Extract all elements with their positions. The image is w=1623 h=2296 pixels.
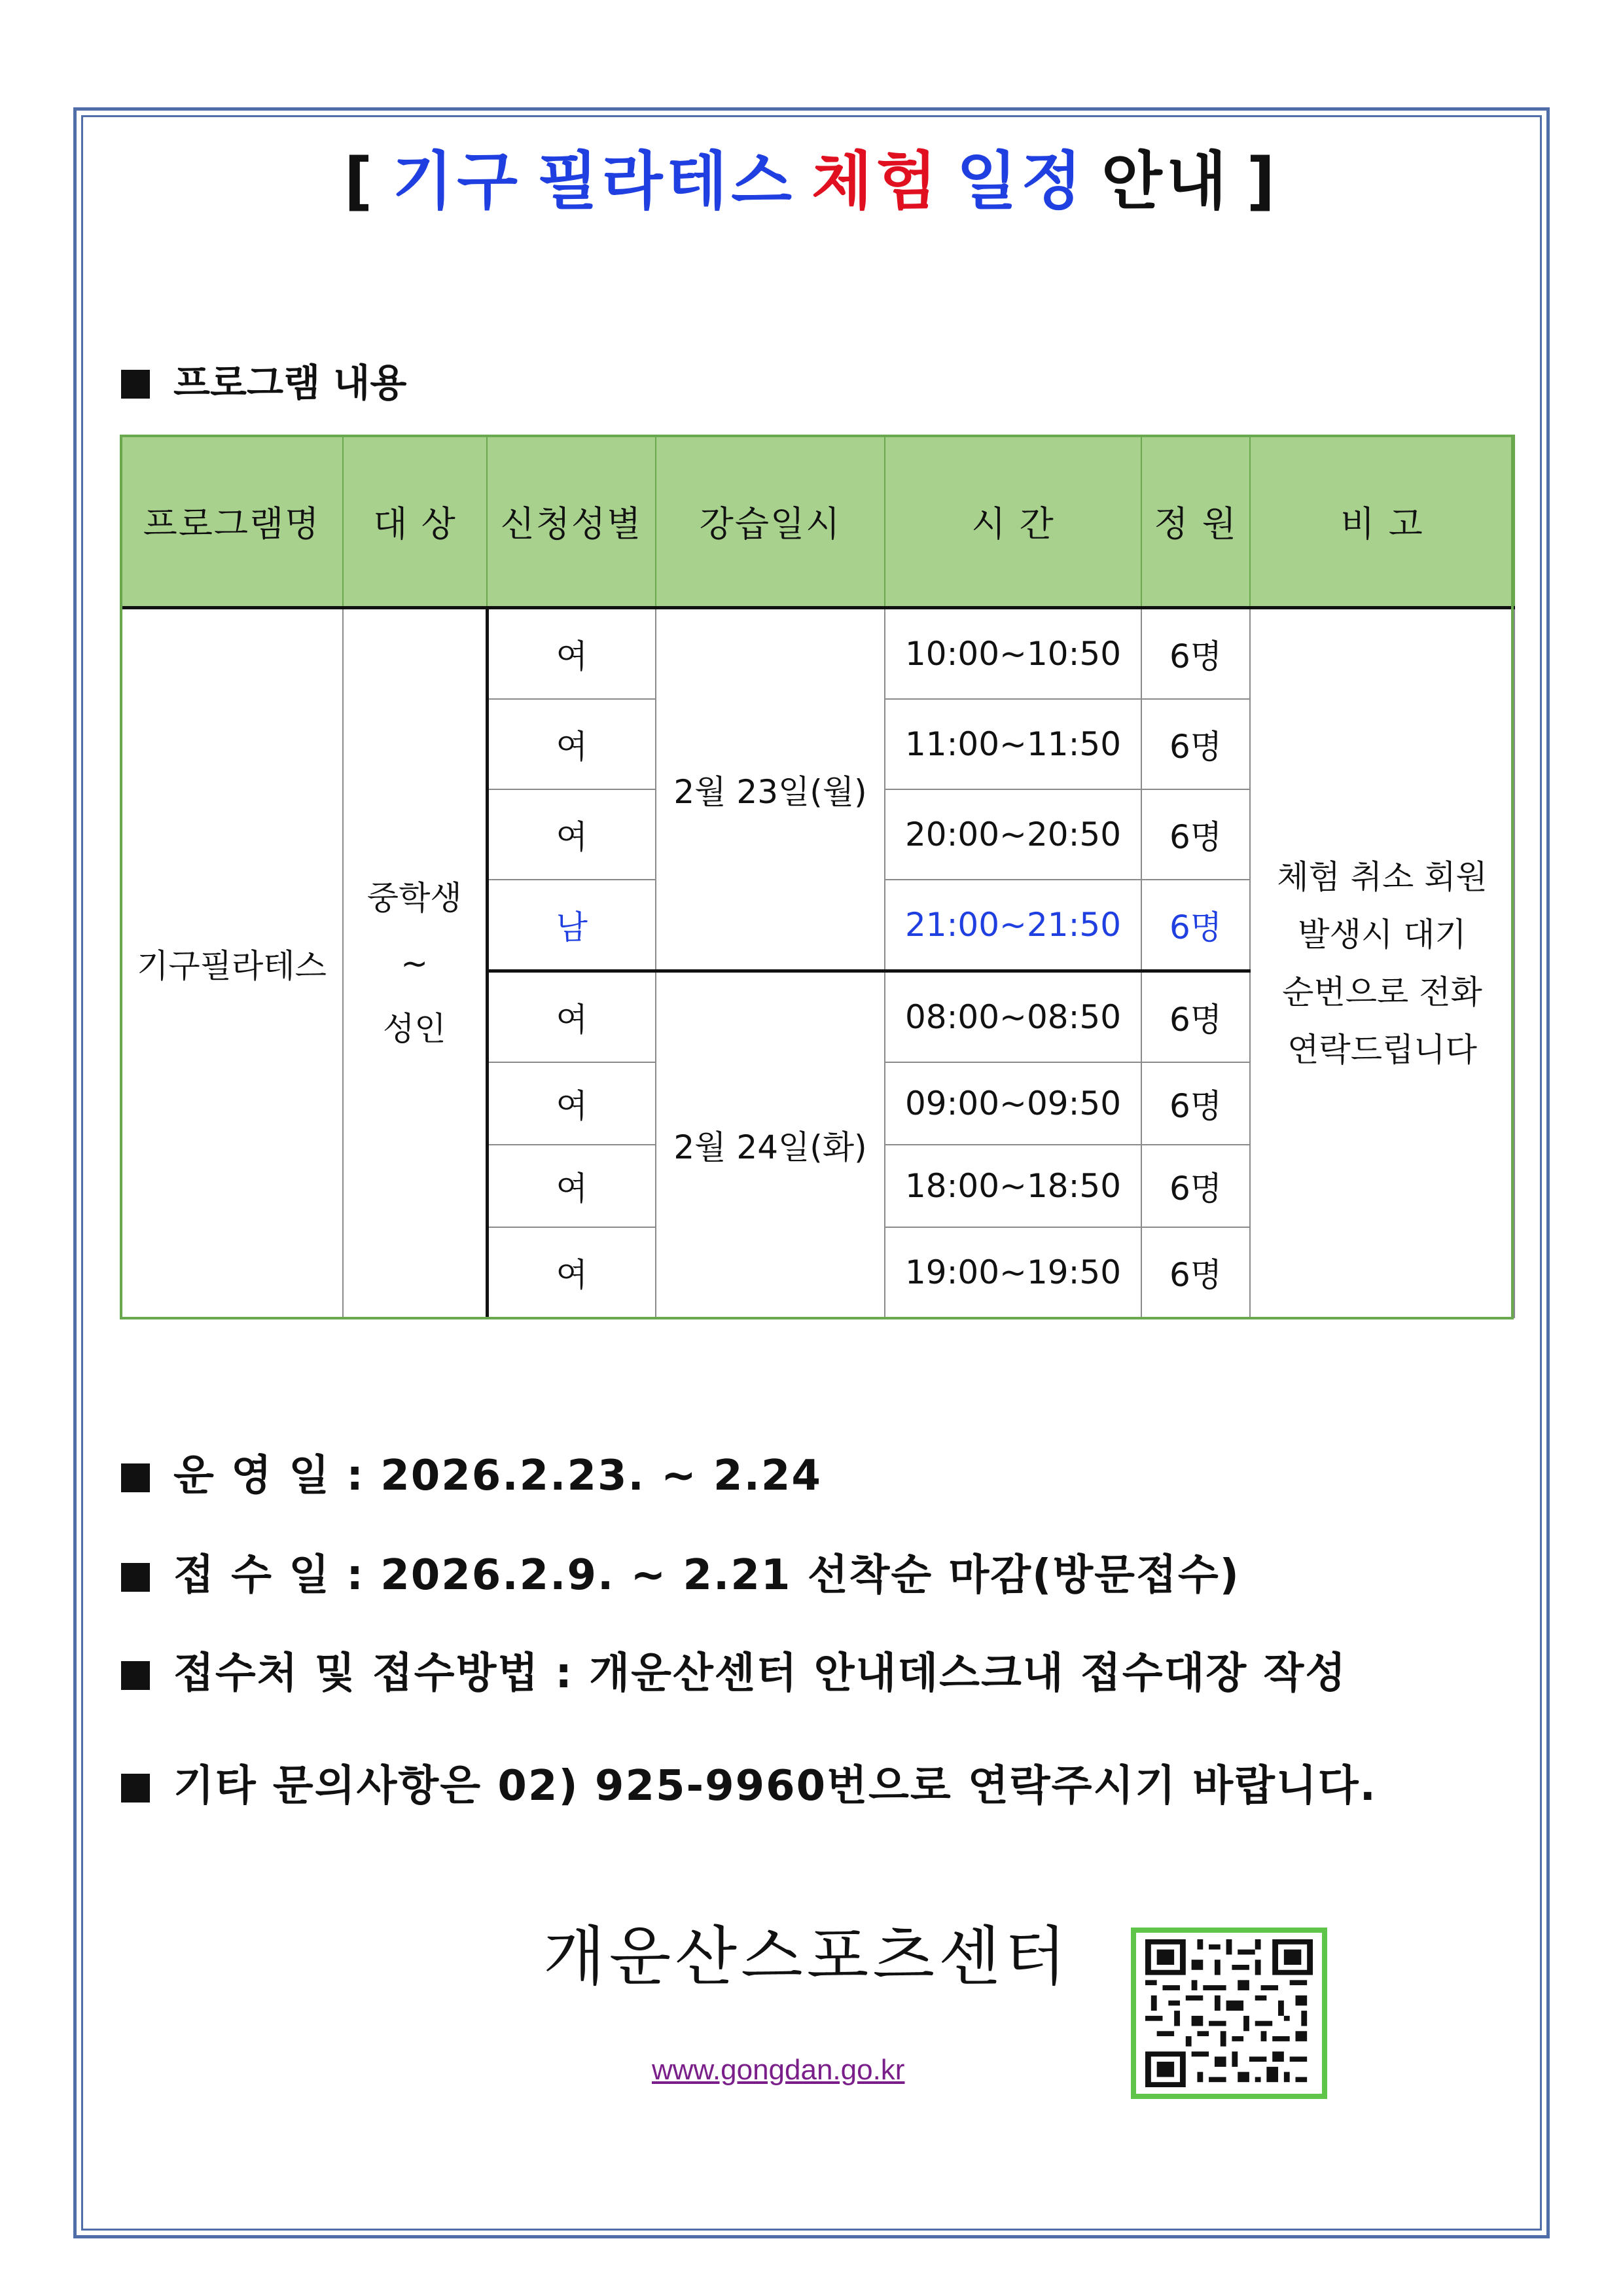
square-bullet-icon xyxy=(121,1463,150,1492)
title-word-equipment: 기구 xyxy=(392,145,522,218)
qr-code-graphic xyxy=(1145,1939,1313,2087)
title-open-bracket: [ xyxy=(344,145,377,218)
title-word-guide: 안내 xyxy=(1101,145,1231,218)
table-header-row xyxy=(120,435,1514,608)
time-cell: 10:00~10:50 xyxy=(885,608,1141,700)
header-date: 강습일시 xyxy=(656,435,885,608)
square-bullet-icon xyxy=(121,1774,150,1803)
gender-cell: 여 xyxy=(487,789,656,880)
capacity-cell: 6명 xyxy=(1141,699,1250,789)
info-operation xyxy=(121,1446,822,1505)
capacity-cell-male: 6명 xyxy=(1141,880,1250,971)
time-cell-male: 21:00~21:50 xyxy=(885,880,1141,971)
target-line-2: ~ xyxy=(401,944,429,982)
capacity-cell: 6명 xyxy=(1141,608,1250,700)
header-program-name: 프로그램명 xyxy=(120,435,343,608)
date-cell-day1: 2월 23일(월) xyxy=(656,608,885,971)
gender-cell: 여 xyxy=(487,1062,656,1145)
header-gender: 신청성별 xyxy=(487,435,656,608)
target-line-3: 성인 xyxy=(382,1009,446,1048)
header-time: 시 간 xyxy=(885,435,1141,608)
header-capacity: 정 원 xyxy=(1141,435,1250,608)
info-operation-text: 운 영 일 : 2026.2.23. ~ 2.24 xyxy=(173,1452,822,1500)
program-name-cell: 기구필라테스 xyxy=(120,608,343,1318)
target-line-1: 중학생 xyxy=(366,878,462,917)
note-line-1: 체험 취소 회원 xyxy=(1277,857,1488,896)
square-bullet-icon xyxy=(121,370,150,399)
time-cell: 09:00~09:50 xyxy=(885,1062,1141,1145)
capacity-cell: 6명 xyxy=(1141,1062,1250,1145)
table-row xyxy=(120,608,1514,700)
schedule-table xyxy=(120,435,1515,1318)
time-cell: 19:00~19:50 xyxy=(885,1227,1141,1318)
capacity-cell: 6명 xyxy=(1141,1227,1250,1318)
gender-cell: 여 xyxy=(487,1227,656,1318)
target-cell xyxy=(343,608,487,1318)
gender-cell: 여 xyxy=(487,971,656,1063)
info-place-text: 접수처 및 접수방법 : 개운산센터 안내데스크내 접수대장 작성 xyxy=(173,1649,1347,1698)
info-place xyxy=(121,1644,1347,1703)
section-heading-text: 프로그램 내용 xyxy=(173,361,407,405)
capacity-cell: 6명 xyxy=(1141,971,1250,1063)
note-line-3: 순번으로 전화 xyxy=(1282,973,1482,1011)
square-bullet-icon xyxy=(121,1563,150,1592)
gender-cell: 여 xyxy=(487,1145,656,1227)
note-line-2: 발생시 대기 xyxy=(1298,915,1467,954)
gender-cell-male: 남 xyxy=(487,880,656,971)
title-close-bracket: ] xyxy=(1246,145,1279,218)
page-title xyxy=(0,139,1623,224)
time-cell: 18:00~18:50 xyxy=(885,1145,1141,1227)
info-contact-text: 기타 문의사항은 02) 925-9960번으로 연락주시기 바랍니다. xyxy=(173,1762,1377,1810)
gender-cell: 여 xyxy=(487,699,656,789)
header-target: 대 상 xyxy=(343,435,487,608)
title-word-experience: 체험 xyxy=(811,145,941,218)
title-word-schedule: 일정 xyxy=(956,145,1086,218)
info-reception xyxy=(121,1546,1240,1605)
capacity-cell: 6명 xyxy=(1141,789,1250,880)
info-reception-text: 접 수 일 : 2026.2.9. ~ 2.21 선착순 마감(방문접수) xyxy=(173,1551,1240,1600)
date-cell-day2: 2월 24일(화) xyxy=(656,971,885,1318)
title-word-pilates: 필라테스 xyxy=(537,145,796,218)
website-link[interactable]: www.gongdan.go.kr xyxy=(652,2054,905,2086)
square-bullet-icon xyxy=(121,1661,150,1690)
note-line-4: 연락드립니다 xyxy=(1287,1030,1477,1069)
time-cell: 11:00~11:50 xyxy=(885,699,1141,789)
time-cell: 08:00~08:50 xyxy=(885,971,1141,1063)
time-cell: 20:00~20:50 xyxy=(885,789,1141,880)
center-name: 개운산스포츠센터 xyxy=(543,1920,1071,1994)
gender-cell: 여 xyxy=(487,608,656,700)
qr-code-icon xyxy=(1131,1928,1327,2099)
section-heading xyxy=(121,357,406,409)
note-cell xyxy=(1250,608,1514,1318)
info-contact xyxy=(121,1757,1377,1816)
header-note: 비 고 xyxy=(1250,435,1514,608)
capacity-cell: 6명 xyxy=(1141,1145,1250,1227)
